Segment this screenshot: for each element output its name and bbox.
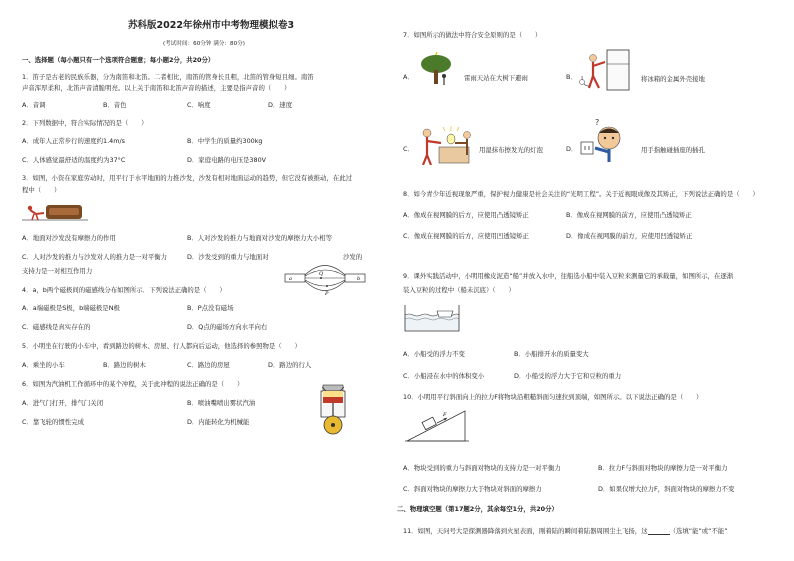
q1-option-a: A．音调	[22, 101, 46, 109]
socket-child-figure	[579, 116, 629, 166]
q7-option-d-label: D．	[566, 145, 578, 153]
q6-stem: 6．如图为汽油机工作循环中的某个冲程，关于此冲程的说法正确的是（ ）	[22, 380, 244, 388]
exam-info: (考试时间：60分钟 满分：80分)	[163, 41, 245, 47]
label-q: Q	[319, 271, 324, 277]
q9-option-a: A．小船受的浮力不变	[403, 350, 465, 358]
q4-option-a: A．a端磁极是S极，b端磁极是N极	[22, 304, 120, 312]
q10-option-c: C．斜面对物块的摩擦力大于物块对斜面的摩擦力	[403, 485, 542, 493]
incline-figure	[405, 407, 469, 445]
q10-option-b: B．拉力F与斜面对物块的摩擦力是一对平衡力	[598, 464, 728, 472]
q7-option-c-caption: 用湿抹布擦发光的灯泡	[479, 146, 543, 154]
q5-option-a: A．乘坐的小车	[22, 361, 65, 369]
q10-option-d: D．如果仅增大拉力F，斜面对物块的摩擦力不变	[598, 485, 735, 493]
magnetic-field-figure	[283, 258, 367, 298]
tree-lightning-figure	[419, 52, 453, 88]
label-f: F	[443, 412, 447, 418]
q5-stem: 5．小明坐在行驶的小车中，看到路边的树木、房屋、行人都向后运动，他选择的参照物是（ ）	[22, 342, 301, 350]
boat-beaker-figure	[403, 303, 461, 333]
q7-option-a-label: A．	[403, 73, 414, 81]
label-b: b	[357, 276, 361, 282]
q3-option-c: C．人对沙发的推力与沙发对人的推力是一对平衡力	[22, 253, 168, 261]
q3-option-d-cont: 沙发的	[343, 253, 363, 261]
q1-option-b: B．音色	[103, 101, 127, 109]
label-p: P	[325, 291, 329, 297]
q10-stem: 10．小明用平行斜面向上的拉力F将物块沿粗糙斜面匀速拉到顶端，如图所示。以下说法正确的是（ ）	[403, 393, 703, 401]
q9-line2: 装入豆粒的过程中（船未沉底）（ ）	[403, 286, 515, 294]
q11-text-part2: （选填“能”或“不能”	[669, 527, 728, 535]
q3-option-b: B．人对沙发的推力与地面对沙发的摩擦力大小相等	[187, 234, 332, 242]
section-heading-choice: 一、选择题（每小题只有一个选项符合题意；每小题2分，共20分）	[22, 56, 215, 64]
q3-option-c-cont: 支持力是一对相互作用力	[22, 267, 93, 275]
section-heading-fill: 二、物理填空题（第17题2分，其余每空1分，共20分）	[397, 505, 558, 513]
q11-text-part1: 11．如图，天问号大是探测器降落到火星表面，刚着陆的瞬间着陆器周围尘土飞扬，这	[403, 527, 648, 535]
q4-option-b: B．P点没有磁场	[187, 304, 234, 312]
q9-option-c: C．小船浸在水中的体积变小	[403, 372, 485, 380]
q3-option-d: D．沙发受到的重力与地面对	[187, 253, 269, 261]
q4-stem: 4．a，b两个磁极间的磁感线分布如图所示．下列说法正确的是（ ）	[22, 286, 226, 294]
q1-option-d: D．速度	[268, 101, 293, 109]
q8-option-d: D．像成在视网膜的前方，应使用凹透镜矫正	[566, 232, 693, 240]
q5-option-d: D．路边的行人	[268, 361, 312, 369]
page-title: 苏科版2022年徐州市中考物理模拟卷3	[128, 20, 295, 31]
q3-line1: 3．如图，小资在家庭劳动时，用平行于水平地面的力推沙发，沙发有相对地面运动的趋势，但它没有被推动，在此过	[22, 174, 352, 182]
q9-line1: 9．课外实践活动中，小明用橡皮泥造“船”并放入水中，往船选小船中装入豆粒来测量它的承载量，如图所示，在逐渐	[403, 272, 734, 280]
q10-option-a: A．物块受到的重力与斜面对物块的支持力是一对平衡力	[403, 464, 561, 472]
q11-answer-blank[interactable]	[648, 528, 670, 535]
q5-option-c: C．路边的房屋	[187, 361, 230, 369]
engine-stroke-figure	[312, 383, 354, 435]
q2-stem: 2．下列数据中，符合实际情况的是（ ）	[22, 119, 148, 127]
q3-line2: 程中（ ）	[22, 186, 61, 194]
q3-option-a: A．地面对沙发没有摩擦力的作用	[22, 234, 116, 242]
q7-option-a-caption: 雷雨天站在大树下避雨	[464, 74, 528, 82]
q1-line2: 声音浑厚柔和，北笛声音清脆明亮。以上关于南笛和北笛声音的描述，主要是指声音的（ ）	[22, 84, 291, 92]
q11-text	[403, 527, 728, 535]
q7-option-b-caption: 将冰箱的金属外壳接地	[641, 75, 705, 83]
q6-option-a: A．进气门打开，排气门关闭	[22, 399, 104, 407]
q9-option-b: B．小船排开水的质量变大	[514, 350, 589, 358]
q4-option-c: C．磁感线是真实存在的	[22, 323, 91, 331]
wipe-bulb-figure	[415, 125, 485, 165]
q7-option-d-caption: 用手指触碰插座的插孔	[641, 146, 705, 154]
q1-option-c: C．响度	[187, 101, 211, 109]
q1-line1: 1．笛子是古老的民族乐器，分为南笛和北笛。二者相比，南笛的管身长且粗，北笛的管身短且细。南笛	[22, 73, 314, 81]
q7-stem: 7．如图所示的做法中符合安全原则的是（ ）	[403, 31, 542, 39]
q2-option-c: C．人体感觉最舒适的温度约为37°C	[22, 156, 126, 164]
q2-option-d: D．家庭电路的电压是380V	[187, 156, 267, 164]
sofa-push-figure	[22, 200, 88, 222]
label-a: a	[289, 276, 292, 282]
fridge-ground-figure	[579, 48, 635, 92]
q8-stem: 8．如今青少年近视现象严重，保护视力健康是社会关注的“光明工程”。关于近视眼成像及其矫正，下列说法正确的是（ ）	[403, 190, 759, 198]
q7-option-b-label: B．	[566, 73, 577, 81]
q2-option-b: B．中学生的质量约300kg	[187, 137, 263, 145]
q8-option-b: B．像成在视网膜的前方，应使用凸透镜矫正	[566, 211, 692, 219]
q9-option-d: D．小船受的浮力大于它和豆粒的重力	[514, 372, 622, 380]
q6-option-c: C．靠飞轮的惯性完成	[22, 418, 84, 426]
q5-option-b: B．路边的树木	[103, 361, 146, 369]
q2-option-a: A．成年人正常步行的速度约1.4m/s	[22, 137, 125, 145]
q7-option-c-label: C．	[403, 145, 414, 153]
q4-option-d: D．Q点的磁场方向水平向右	[187, 323, 268, 331]
q8-option-a: A．像成在视网膜的后方，应使用凸透镜矫正	[403, 211, 529, 219]
q6-option-b: B．喷油嘴喷出雾状汽油	[187, 399, 256, 407]
svg-text:?: ?	[595, 118, 600, 127]
q8-option-c: C．像成在视网膜的后方，应使用凹透镜矫正	[403, 232, 529, 240]
q6-option-d: D．内能转化为机械能	[187, 418, 250, 426]
